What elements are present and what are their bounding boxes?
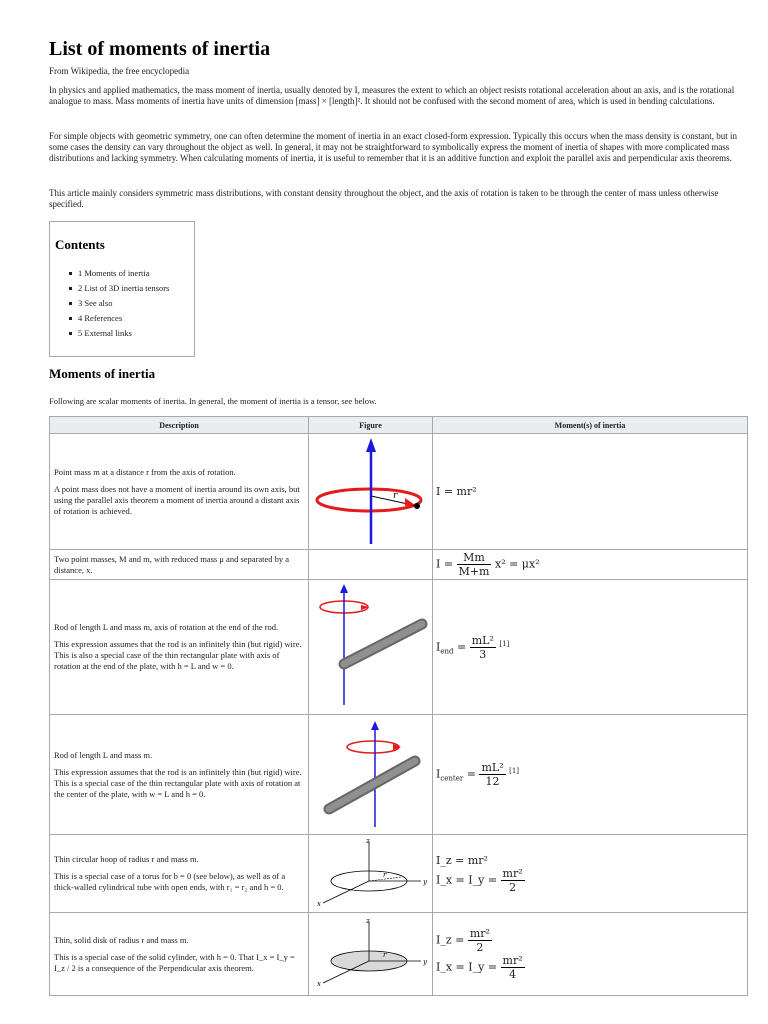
svg-text:z: z bbox=[366, 917, 370, 925]
svg-text:x: x bbox=[317, 980, 321, 988]
row-figure bbox=[309, 715, 433, 835]
svg-text:x: x bbox=[317, 900, 321, 908]
hoop-figure bbox=[309, 835, 432, 910]
row-description: Thin circular hoop of radius r and mass m. This is a special case of a torus for b = 0 (see below), as well as of a thick-walled cylindrical tube with open ends, with r₁ = r₂ and h = 0. bbox=[50, 835, 309, 913]
intro-paragraph-2: For simple objects with geometric symmetry, one can often determine the moment of inertia in an exact closed-form expression. Typically this occurs when the mass density is constant, but in some cases the density can vary throughout the object as well. In general, it may not be straightforward to symbolically express the moment of inertia of shapes with more complicated mass distributions and lacking symmetry. When calculating moments of inertia, it is useful to remember that it is an additive function and exploit the parallel axis and perpendicular axis theorems. bbox=[49, 131, 737, 163]
svg-text:r: r bbox=[383, 871, 387, 879]
table-row bbox=[50, 835, 748, 913]
svg-text:r: r bbox=[383, 951, 387, 959]
row-formula: I_z = $\frac{\text{mr²}}{2}$ I_x = I_y = $\frac{\text{mr²}}{4}$ bbox=[433, 913, 748, 996]
table-row bbox=[50, 715, 748, 835]
row-figure bbox=[309, 913, 433, 996]
figure-label-r: r bbox=[393, 491, 398, 501]
table-of-contents bbox=[49, 221, 195, 357]
toc-item[interactable]: 2 List of 3D inertia tensors bbox=[50, 281, 169, 296]
reference-link[interactable]: [1] bbox=[499, 639, 510, 648]
table-row bbox=[50, 913, 748, 996]
header-moment[interactable]: Moment(s) of inertia bbox=[433, 417, 748, 434]
page-subtitle: From Wikipedia, the free encyclopedia bbox=[49, 66, 190, 76]
row-figure bbox=[309, 580, 433, 715]
page-title: List of moments of inertia bbox=[49, 38, 271, 60]
table-row bbox=[50, 434, 748, 550]
toc-item[interactable]: 5 External links bbox=[50, 326, 169, 341]
svg-text:z: z bbox=[366, 837, 370, 845]
row-formula: $I_{center}$ = $\frac{\text{mL²}}{12}$ [1] bbox=[433, 715, 748, 835]
table-row bbox=[50, 550, 748, 580]
reference-link[interactable]: [1] bbox=[509, 766, 520, 775]
row-description: Thin, solid disk of radius r and mass m. This is a special case of the solid cylinder, with h = 0. That I_x = I_y = I_z / 2 is a consequence of the Perpendicular axis theorem. bbox=[50, 913, 309, 996]
row-formula: I = $\frac{Mm}{M+m}$ x² = μx² bbox=[433, 550, 748, 580]
row-figure bbox=[309, 550, 433, 580]
toc-item[interactable]: 4 References bbox=[50, 311, 169, 326]
row-description: Rod of length L and mass m. This expression assumes that the rod is an infinitely thin (but rigid) wire. This is a special case of the thin rectangular plate with axis of rotation at the center of the plate, with w = L and h = 0. bbox=[50, 715, 309, 835]
toc-item[interactable]: 1 Moments of inertia bbox=[50, 266, 169, 281]
row-formula: $I_{end}$ = $\frac{\text{mL²}}{3}$ [1] bbox=[433, 580, 748, 715]
row-formula: I_z = mr² I_x = I_y = $\frac{\text{mr²}}{2}$ bbox=[433, 835, 748, 913]
svg-text:y: y bbox=[423, 878, 427, 886]
intro-paragraph-1: In physics and applied mathematics, the mass moment of inertia, usually denoted by I, measures the extent to which an object resists rotational acceleration about an axis, and is the rotational analogue to mass. Mass moments of inertia have units of dimension [mass] × [length]². It should not be confused with the second moment of area, which is used in bending calculations. bbox=[49, 85, 735, 106]
svg-text:y: y bbox=[423, 958, 427, 966]
row-description: Two point masses, M and m, with reduced mass μ and separated by a distance, x. bbox=[50, 550, 309, 580]
row-figure bbox=[309, 835, 433, 913]
row-description: Point mass m at a distance r from the axis of rotation. A point mass does not have a moment of inertia around its own axis, but using the parallel axis theorem a moment of inertia around a distant axis of rotation is achieved. bbox=[50, 434, 309, 550]
section-intro: Following are scalar moments of inertia. In general, the moment of inertia is a tensor, see below. bbox=[49, 396, 377, 406]
toc-title: Contents bbox=[55, 237, 105, 252]
rod-center-figure bbox=[309, 715, 432, 832]
row-formula: I = mr² bbox=[433, 434, 748, 550]
section-heading: Moments of inertia bbox=[49, 366, 156, 381]
point-mass-figure bbox=[309, 434, 432, 547]
toc-list bbox=[50, 266, 169, 341]
row-description: Rod of length L and mass m, axis of rotation at the end of the rod. This expression assumes that the rod is an infinitely thin (but rigid) wire. This is also a special case of the thin rectangular plate with axis of rotation at the end of the plate, with h = L and w = 0. bbox=[50, 580, 309, 715]
moments-table bbox=[49, 416, 748, 996]
intro-paragraph-3: This article mainly considers symmetric mass distributions, with constant density throughout the object, and the axis of rotation is taken to be through the center of mass unless otherwise specified. bbox=[49, 188, 719, 209]
rod-end-figure bbox=[309, 580, 432, 712]
header-description[interactable]: Description bbox=[50, 417, 309, 434]
toc-item[interactable]: 3 See also bbox=[50, 296, 169, 311]
row-figure bbox=[309, 434, 433, 550]
disk-figure bbox=[309, 913, 432, 993]
header-figure[interactable]: Figure bbox=[309, 417, 433, 434]
table-row bbox=[50, 580, 748, 715]
